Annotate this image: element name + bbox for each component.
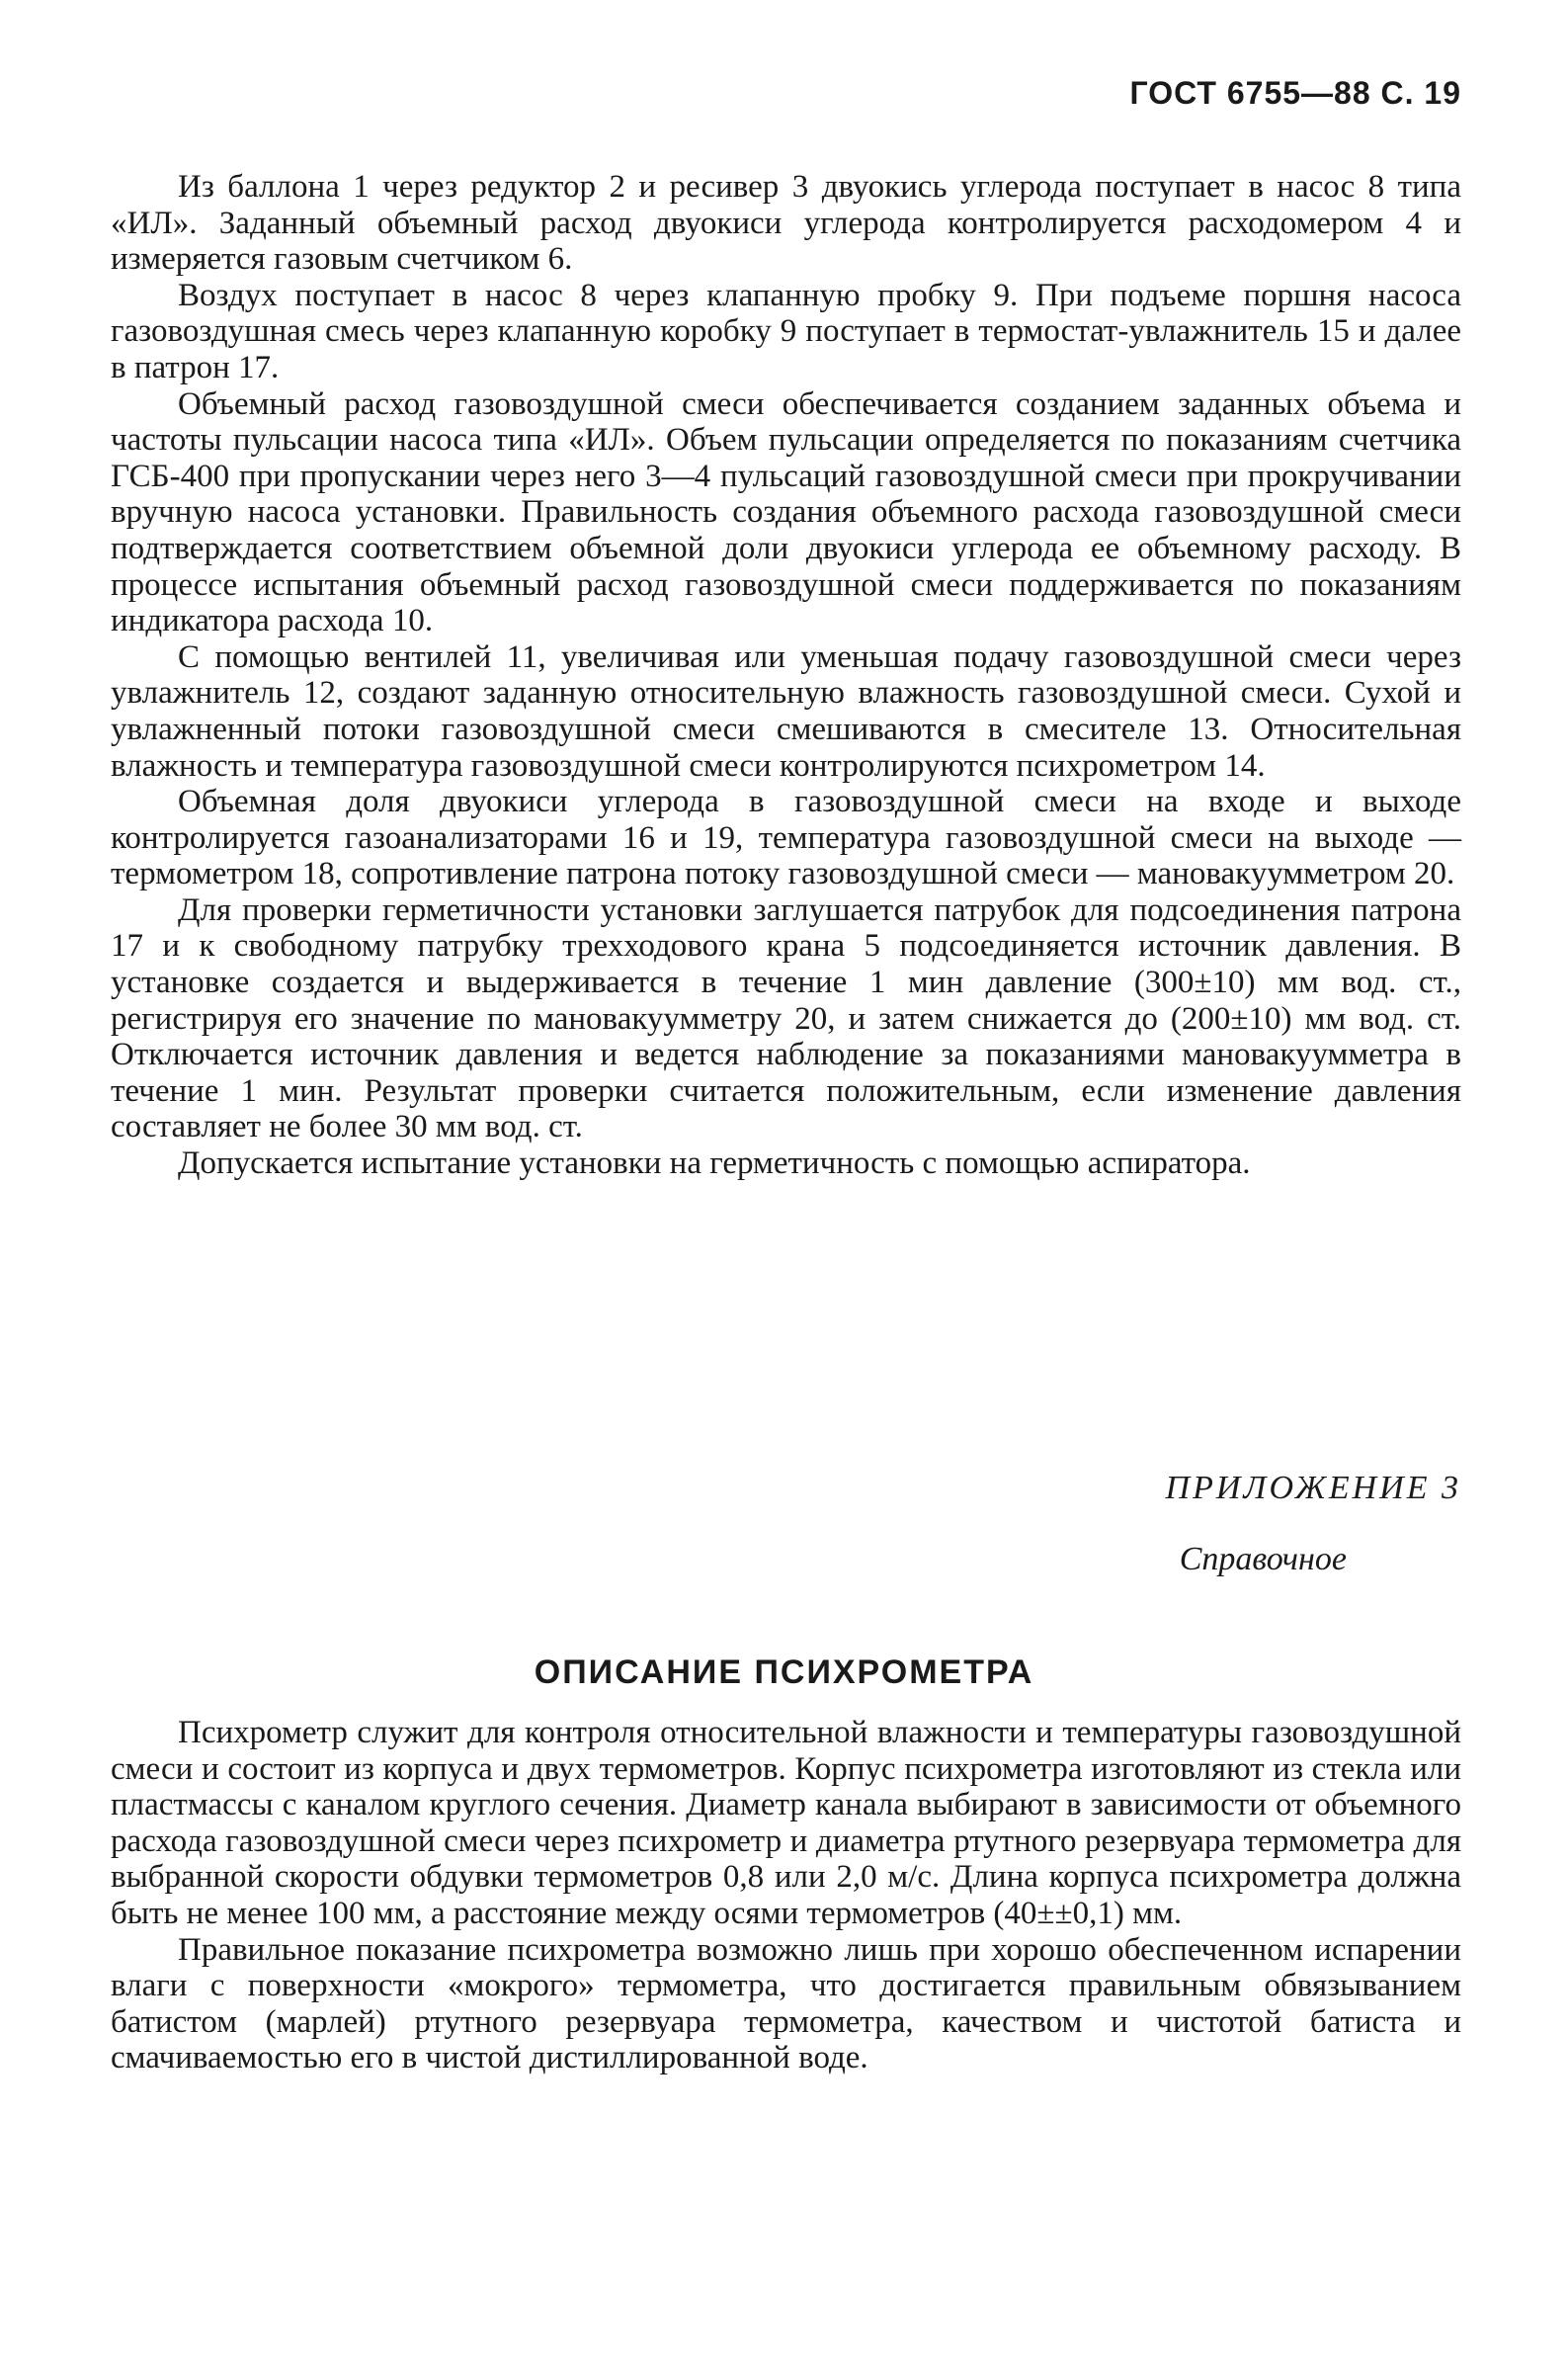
appendix-number: ПРИЛОЖЕНИЕ 3: [1165, 1470, 1461, 1506]
section-title: ОПИСАНИЕ ПСИХРОМЕТРА: [534, 1653, 1034, 1691]
paragraph: Объемный расход газовоздушной смеси обеспечивается созданием заданных объема и частоты пульсации насоса типа «ИЛ». Объем пульсации определяется по показаниям счетчика ГСБ-400 при пропускании через него 3—4 пульсаций газовоздушной смеси при прокручивании вручную насоса установки. Правильность создания объемного расхода газовоздушной смеси подтверждается соответствием объемной доли двуокиси углерода ее объемному расходу. В процессе испытания объемный расход газовоздушной смеси поддерживается по показаниям индикатора расхода 10.: [111, 385, 1461, 639]
paragraph: Из баллона 1 через редуктор 2 и ресивер 3 двуокись углерода поступает в насос 8 типа «ИЛ». Заданный объемный расход двуокиси углерода контролируется расходомером 4 и измеряется газовым счетчиком 6.: [111, 169, 1461, 278]
psychrometer-description: [111, 1715, 1461, 2076]
paragraph: Допускается испытание установки на герметичность с помощью аспиратора.: [178, 1145, 1251, 1182]
test-setup-description: [111, 169, 1461, 1182]
running-header: ГОСТ 6755—88 С. 19: [1129, 75, 1461, 111]
paragraph: С помощью вентилей 11, увеличивая или уменьшая подачу газовоздушной смеси через увлажнитель 12, создают заданную относительную влажность газовоздушной смеси. Сухой и увлажненный потоки газовоздушной смеси смешиваются в смесителе 13. Относительная влажность и температура газовоздушной смеси контролируются психрометром 14.: [111, 638, 1461, 784]
appendix-kind: Справочное: [1179, 1541, 1347, 1577]
paragraph: Воздух поступает в насос 8 через клапанную пробку 9. При подъеме поршня насоса газовоздушная смесь через клапанную коробку 9 поступает в термостат-увлажнитель 15 и далее в патрон 17.: [111, 277, 1461, 385]
paragraph: Психрометр служит для контроля относительной влажности и температуры газовоздушной смеси и состоит из корпуса и двух термометров. Корпус психрометра изготовляют из стекла или пластмассы с каналом круглого сечения. Диаметр канала выбирают в зависимости от объемного расхода газовоздушной смеси через психрометр и диаметра ртутного резервуара термометра для выбранной скорости обдувки термометров 0,8 или 2,0 м/с. Длина корпуса психрометра должна быть не менее 100 мм, а расстояние между осями термометров (40±±0,1) мм.: [111, 1715, 1461, 1931]
appendix-label: [1166, 1469, 1461, 1579]
paragraph: Правильное показание психрометра возможно лишь при хорошо обеспеченном испарении влаги с поверхности «мокрого» термометра, что достигается правильным обвязыванием батистом (марлей) ртутного резервуара термометра, качеством и чистотой батиста и смачиваемостью его в чистой дистиллированной воде.: [111, 1931, 1461, 2076]
paragraph: Для проверки герметичности установки заглушается патрубок для подсоединения патрона 17 и к свободному патрубку трехходового крана 5 подсоединяется источник давления. В установке создается и выдерживается в течение 1 мин давление (300±10) мм вод. ст., регистрируя его значение по мановакуумметру 20, и затем снижается до (200±10) мм вод. ст. Отключается источник давления и ведется наблюдение за показаниями мановакуумметра в течение 1 мин. Результат проверки считается положительным, если изменение давления составляет не более 30 мм вод. ст.: [111, 891, 1461, 1145]
paragraph: Объемная доля двуокиси углерода в газовоздушной смеси на входе и выходе контролируется газоанализаторами 16 и 19, температура газовоздушной смеси на выходе — термометром 18, сопротивление патрона потоку газовоздушной смеси — мановакуумметром 20.: [111, 784, 1461, 892]
